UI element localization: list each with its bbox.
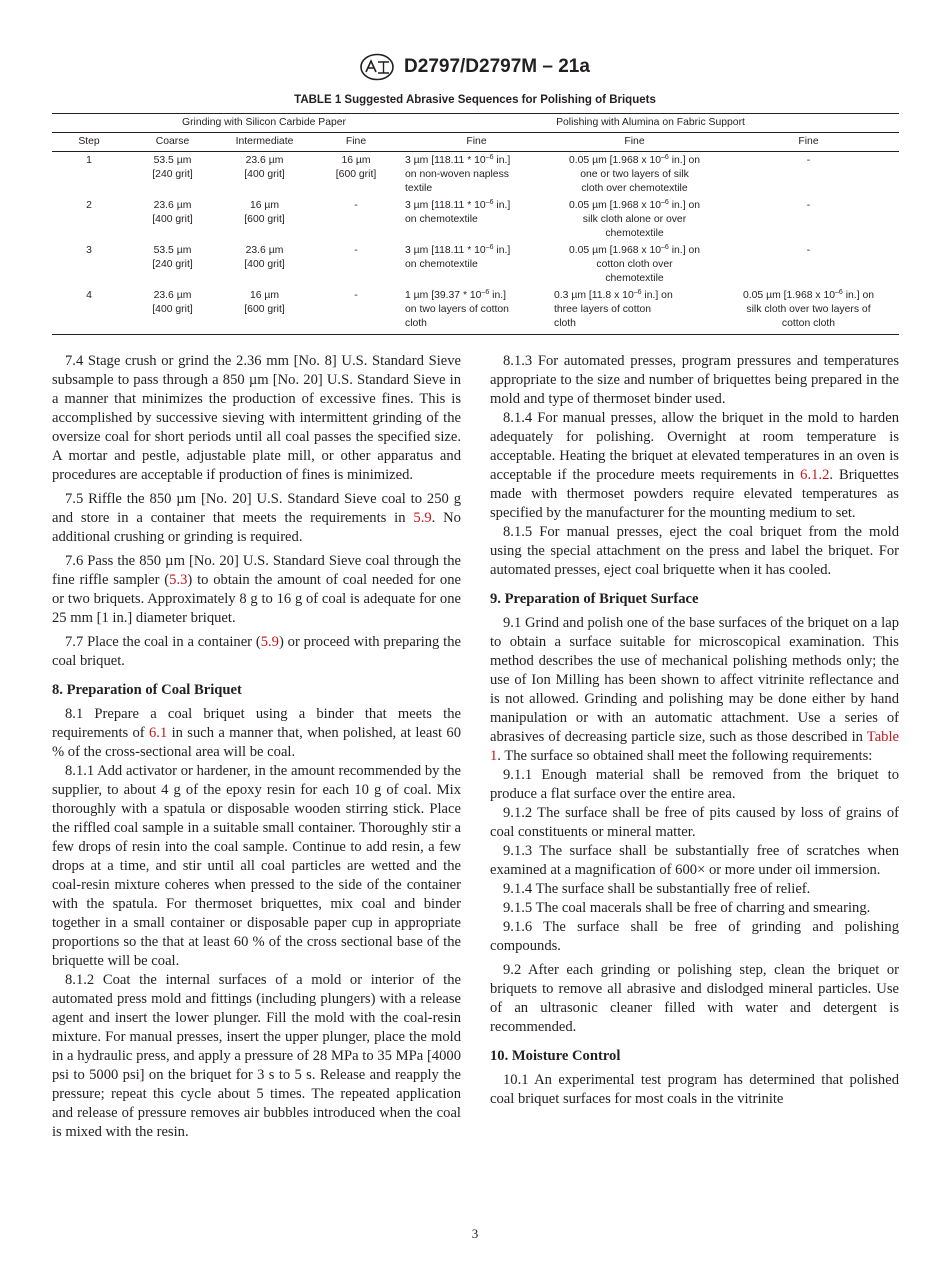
paragraph-9-2: 9.2 After each grinding or polishing step, clean the briquet or briquets to remove all abrasive and dislodged mineral particles. Use of an ultrasonic cleaner filled with water and detergent is recommended. [490, 962, 899, 1035]
paragraph-8-1: 8.1 Prepare a coal briquet using a binder that meets the requirements of 6.1 in such a manner that, when polished, at least 60 % of the cross-sectional area will be coal. [52, 706, 461, 760]
table-group-header-row [52, 114, 899, 133]
paragraph-8-1-2: 8.1.2 Coat the internal surfaces of a mold or interior of the automated press mold and fittings (including plungers) with a release agent and insert the lower plunger. Fill the mold with the coal-resin mixture. For manual presses, insert the upper plunger, place the mold in a hydraulic press, and apply a pressure of 28 MPa to 35 MPa [4000 psi to 5000 psi] on the briquet for 3 s to 5 s. Release and reapply the pressure; repeat this cycle about 5 times. The repeated application and release of pressure removes air bubbles introduced when the coal is mixed with the resin. [52, 972, 461, 1140]
cell-fine-1: - [354, 200, 358, 211]
cell-step: 4 [52, 287, 126, 335]
column-header: Step [52, 133, 126, 152]
table-caption: TABLE 1 Suggested Abrasive Sequences for Polishing of Briquets [294, 94, 656, 106]
cell-step: 3 [86, 245, 92, 256]
cell-fine-4: 0.05 µm [1.968 x $10^{-6}$ in.] on silk cloth over two layers of cotton cloth [718, 287, 899, 335]
paragraph-9-1-1: 9.1.1 Enough material shall be removed from the briquet to produce a flat surface over the entire area. [490, 767, 899, 802]
paragraph-7-6: 7.6 Pass the 850 µm [No. 20] U.S. Standard Sieve coal through the fine riffle sampler (5.3) to obtain the amount of coal needed for one or two briquets. Approximately 8 g to 16 g of coal is adequate for one 25 mm [1 in.] diameter briquet. [52, 553, 461, 626]
paragraph-9-1-5: 9.1.5 The coal macerals shall be free of charring and smearing. [503, 900, 871, 916]
paragraph-10-1: 10.1 An experimental test program has determined that polished coal briquet surfaces for most coals in the vitrinite [490, 1072, 899, 1107]
cell-coarse: 53.5 µm [240 grit] [152, 155, 193, 180]
section-heading-9: 9. Preparation of Briquet Surface [490, 591, 699, 607]
paragraph-7-5: 7.5 Riffle the 850 µm [No. 20] U.S. Standard Sieve coal to 250 g and store in a container that meets the requirements in 5.9. No additional crushing or grinding is required. [52, 491, 461, 545]
cell-fine-2: 3 µm [$118.11 * 10^{-6}$ in.] on chemotextile [405, 199, 511, 225]
paragraph-9-1-6: 9.1.6 The surface shall be free of grinding and polishing compounds. [490, 919, 899, 954]
cell-coarse: 23.6 µm [400 grit] [126, 287, 219, 335]
cell-intermediate: 16 µm [600 grit] [219, 287, 310, 335]
section-heading-10: 10. Moisture Control [490, 1048, 621, 1064]
document-id: D2797/D2797M – 21a [404, 56, 590, 77]
group-header-grinding: Grinding with Silicon Carbide Paper [126, 114, 402, 133]
page-header [0, 53, 950, 81]
column-header: Coarse [126, 133, 219, 152]
cell-fine-3: 0.3 µm [11.8 x $10^{-6}$ in.] on three layers of cotton cloth [551, 287, 718, 335]
cell-fine-3: 0.05 µm [1.968 x $10^{-6}$ in.] on cotton cloth over chemotextile [568, 244, 701, 284]
paragraph-9-1-2: 9.1.2 The surface shall be free of pits caused by loss of grains of coal constituents or mineral matter. [490, 805, 899, 840]
cell-fine-4: - [806, 155, 811, 166]
table-row [52, 287, 899, 335]
cell-fine-2: 1 µm [$39.37 * 10^{-6}$ in.] on two layers of cotton cloth [402, 287, 551, 335]
cell-fine-1: 16 µm [600 grit] [335, 155, 377, 180]
cell-coarse: 53.5 µm [240 grit] [152, 245, 193, 270]
page-number: 3 [471, 1226, 479, 1241]
paragraph-9-1-4: 9.1.4 The surface shall be substantially free of relief. [503, 881, 811, 897]
xref-link[interactable]: 6.1 [149, 725, 168, 741]
paragraph-8-1-4: 8.1.4 For manual presses, allow the briquet in the mold to harden adequately for polishing. Overnight at room temperature is acceptable. Heating the briquet at elevated temperatures in an oven is acceptable if the procedure meets requirements in 6.1.2. Briquettes made with thermoset powders require elevated temperatures as specified by the manufacturer for the mounting medium to set. [490, 410, 899, 521]
cell-intermediate: 16 µm [600 grit] [244, 200, 285, 225]
column-header: Fine [718, 133, 899, 152]
cell-fine-4: - [806, 245, 811, 256]
table-header-row [52, 133, 899, 152]
xref-link[interactable]: 5.9 [413, 510, 432, 526]
cell-fine-1: - [310, 287, 402, 335]
column-header: Intermediate [219, 133, 310, 152]
cell-step: 1 [86, 155, 92, 166]
cell-fine-4: - [806, 200, 811, 211]
xref-link[interactable]: 5.3 [169, 572, 188, 588]
xref-link[interactable]: 6.1.2 [800, 467, 830, 483]
column-header: Fine [310, 133, 402, 152]
cell-intermediate: 23.6 µm [400 grit] [244, 245, 285, 270]
xref-link[interactable]: 5.9 [260, 634, 279, 650]
group-header-polishing: Polishing with Alumina on Fabric Support [402, 114, 899, 133]
cell-step: 2 [86, 200, 92, 211]
paragraph-8-1-5: 8.1.5 For manual presses, eject the coal briquet from the mold using the special attachment on the press and label the briquet. For automated presses, eject coal briquette when it has cooled. [490, 524, 899, 578]
cell-fine-2: 3 µm [$118.11 * 10^{-6}$ in.] on non-woven napless textile [405, 154, 511, 194]
cell-intermediate: 23.6 µm [400 grit] [244, 155, 285, 180]
column-header: Fine [551, 133, 718, 152]
paragraph-9-1: 9.1 Grind and polish one of the base surfaces of the briquet on a lap to obtain a surface suitable for microscopical examination. This method describes the use of mechanical polishing methods only; the use of Ion Milling has been shown to affect vitrinite reflectance and is not allowed. Grinding and polishing may be done either by hand manipulation or with an automatic attachment. Use a series of abrasives of decreasing particle size, such as those described in Table 1. The surface so obtained shall meet the following requirements: [490, 615, 899, 764]
cell-coarse: 23.6 µm [400 grit] [152, 200, 193, 225]
cell-fine-3: 0.05 µm [1.968 x $10^{-6}$ in.] on silk cloth alone or over chemotextile [568, 199, 701, 239]
table-row [52, 152, 899, 198]
left-column [52, 352, 461, 1142]
table-row [52, 197, 899, 242]
xref-link[interactable]: Table 1 [490, 729, 899, 764]
paragraph-9-1-3: 9.1.3 The surface shall be substantially free of scratches when examined at a magnification of 600× or more under oil immersion. [490, 843, 899, 878]
cell-fine-2: 3 µm [$118.11 * 10^{-6}$ in.] on chemotextile [405, 244, 511, 270]
astm-logo-icon [360, 53, 394, 81]
abrasive-sequence-table [52, 113, 899, 335]
column-header: Fine [402, 133, 551, 152]
paragraph-8-1-3: 8.1.3 For automated presses, program pressures and temperatures appropriate to the size and number of briquettes being prepared in the mold and type of thermoset binder used. [490, 353, 899, 407]
table-row [52, 242, 899, 287]
paragraph-8-1-1: 8.1.1 Add activator or hardener, in the amount recommended by the supplier, to about 4 g of the epoxy resin for each 10 g of coal. Mix thoroughly with a spatula or disposable wooden stirring stick. Place the riffled coal sample in a suitable small container. Thoroughly stir a few drops of resin into the coal sample. Continue to add resin, a few drops at a time, and stir until all coal particles are wetted and the coal-resin mixture coheres when pressed to the side of the container with the spatula. For thermoset briquettes, mix coal and binder together in a small container or disposable paper cup in appropriate proportions so the that at least 60 % of the cross sectional base of the briquette will be coal. [52, 763, 461, 969]
paragraph-7-7: 7.7 Place the coal in a container (5.9) or proceed with preparing the coal briquet. [52, 634, 461, 669]
section-heading-8: 8. Preparation of Coal Briquet [52, 682, 242, 698]
right-column [490, 352, 899, 1109]
paragraph-7-4: 7.4 Stage crush or grind the 2.36 mm [No. 8] U.S. Standard Sieve subsample to pass through a 850 µm [No. 20] U.S. Standard Sieve in a manner that minimizes the production of excessive fines. This is accomplished by successive sieving with intermittent grinding of the oversize coal for short periods until all coal passes the specified size. A mortar and pestle, adjustable plate mill, or other apparatus and procedures are acceptable if production of fines is minimized. [52, 353, 461, 483]
cell-fine-3: 0.05 µm [1.968 x $10^{-6}$ in.] on one or two layers of silk cloth over chemotextile [568, 154, 701, 194]
cell-fine-1: - [354, 245, 358, 256]
